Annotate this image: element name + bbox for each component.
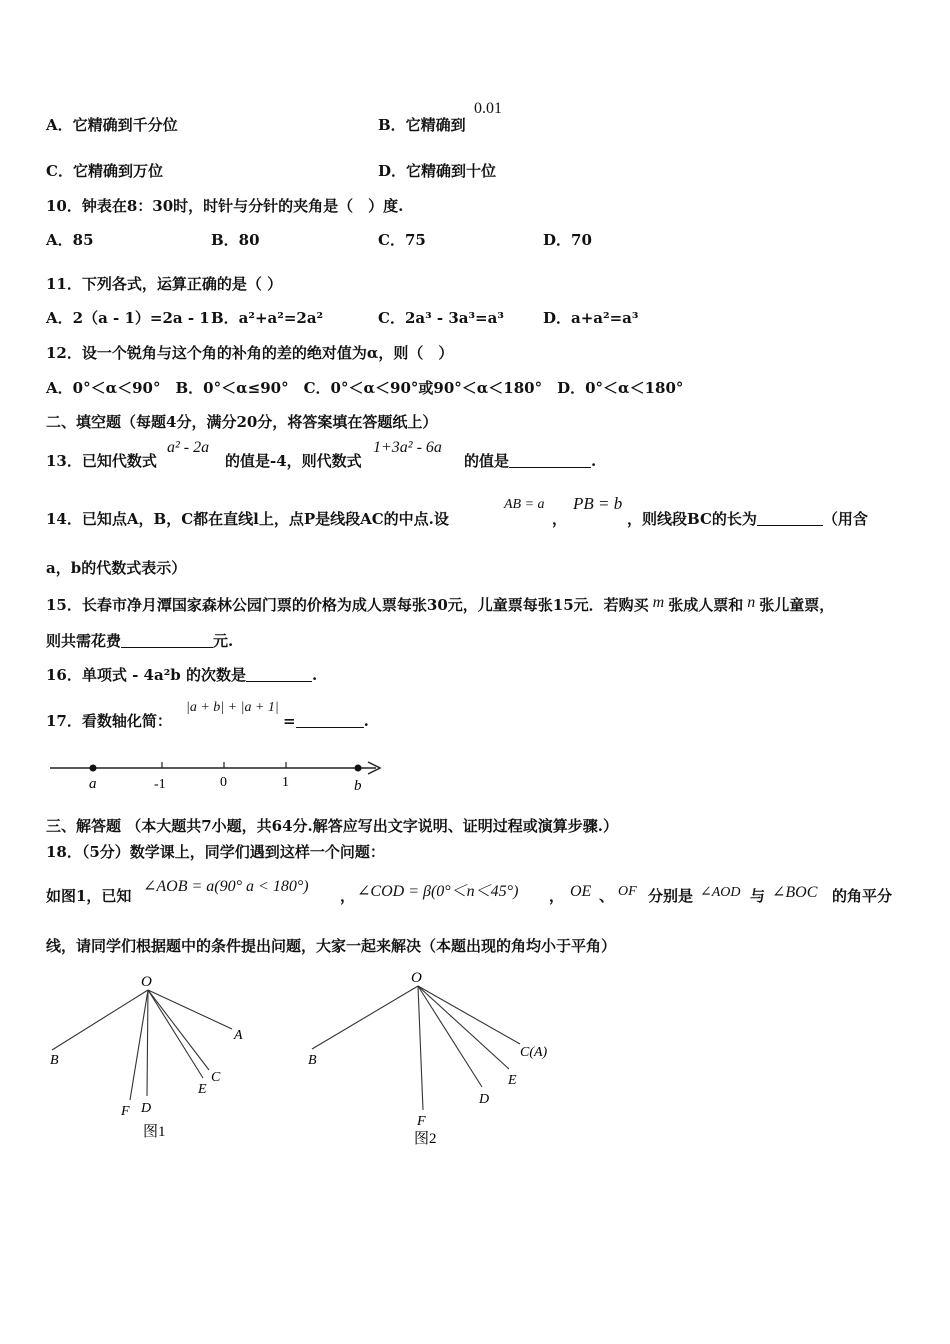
q12-stem: 12．设一个锐角与这个角的补角的差的绝对值为α，则（ ） [46, 344, 454, 362]
q11-stem: 11．下列各式，运算正确的是（ ） [46, 275, 283, 293]
q9-option-d: D．它精确到十位 [378, 162, 497, 180]
q18-expr-2: ∠COD = β(0°＜n＜45°) [357, 883, 519, 900]
fig2-label-ca: C(A) [520, 1045, 548, 1060]
q15-var-n: n [747, 594, 756, 611]
q15-text-2: 张成人票和 [668, 596, 744, 614]
q13-text-2: 的值是-4，则代数式 [225, 452, 362, 470]
q14-line-2: a，b的代数式表示） [46, 559, 187, 577]
ray-oc [148, 990, 209, 1070]
q13-answer-blank[interactable] [509, 452, 591, 468]
q18-text-1: 如图1，已知 [46, 887, 132, 905]
label-1: 1 [282, 775, 289, 790]
q15-answer-blank[interactable] [121, 632, 213, 648]
q10-option-b: B．80 [211, 231, 260, 249]
q13-expr-2: 1+3a² - 6a [373, 439, 442, 456]
point-a [90, 765, 97, 772]
q9-option-b-text: B．它精确到 [378, 116, 466, 134]
q15-var-m: m [652, 594, 665, 611]
q18-sep-1: ， [340, 887, 356, 905]
q11-option-a: A．2（a - 1）=2a - 1 [46, 309, 210, 327]
q18-angle-aod: ∠AOD [700, 885, 741, 900]
q14-comma: ， [552, 510, 568, 528]
q18-yu: 与 [750, 887, 766, 905]
label-0: 0 [220, 775, 227, 790]
q9-option-a: A．它精确到千分位 [46, 116, 178, 134]
q18-of: OF [618, 884, 637, 899]
label-a: a [89, 776, 97, 792]
ray-ob [52, 990, 148, 1050]
ray-of [130, 990, 148, 1100]
q11-option-d: D．a+a²=a³ [543, 309, 639, 327]
q17-expr: |a + b| + |a + 1| [186, 700, 279, 715]
q14-expr-2: PB = b [573, 494, 623, 513]
q9-option-b-value: 0.01 [474, 100, 502, 117]
q14-text-2-label: ，则线段BC的长为 [627, 510, 757, 528]
q17-end: . [363, 712, 369, 730]
q14-answer-blank[interactable] [757, 510, 823, 526]
q15-line-2 [46, 631, 233, 651]
q18-expr-1: ∠AOB = a(90° a < 180°) [143, 878, 309, 895]
label-b: b [354, 778, 362, 794]
q17-answer [283, 711, 369, 731]
fig1-label-b: B [50, 1053, 59, 1068]
q9-option-c: C．它精确到万位 [46, 162, 163, 180]
figure-1 [46, 972, 276, 1142]
q15-text-1 [46, 593, 834, 615]
q18-angle-boc: ∠BOC [772, 884, 818, 901]
label-minus-1: -1 [154, 777, 166, 792]
q16-end: . [311, 666, 318, 684]
fig1-label-f: F [121, 1104, 130, 1119]
q9-option-b [378, 115, 466, 135]
q11-option-b: B．a²+a²=2a² [211, 309, 324, 327]
q13-text-3 [464, 451, 596, 471]
q18-text-2: 分别是 [648, 887, 694, 905]
q10-option-c: C．75 [378, 231, 426, 249]
ray-oe-2 [418, 986, 509, 1069]
q13-end: . [591, 452, 597, 470]
q16-text [46, 665, 317, 685]
figure-2 [304, 966, 564, 1146]
ray-od [147, 990, 148, 1096]
fig1-label-c: C [211, 1070, 221, 1085]
q13-text-3-label: 的值是 [464, 452, 510, 470]
q18-dun: 、 [599, 887, 615, 905]
q18-stem: 18．（5分）数学课上，同学们遇到这样一个问题： [46, 843, 385, 861]
q16-text-label: 16．单项式 - 4a²b 的次数是 [46, 666, 246, 684]
q13-text-1: 13．已知代数式 [46, 452, 157, 470]
section-3-heading: 三、解答题 （本大题共7小题，共64分.解答应写出文字说明、证明过程或演算步骤.） [46, 817, 618, 835]
q18-oe: OE [570, 883, 592, 900]
fig2-label-d: D [479, 1092, 490, 1107]
q10-stem: 10．钟表在8：30时，时针与分针的夹角是（ ）度. [46, 197, 404, 215]
q18-line-2: 线，请同学们根据题中的条件提出问题，大家一起来解决（本题出现的角均小于平角） [46, 937, 617, 955]
q18-text-3: 的角平分 [832, 887, 893, 905]
q12-options: A．0°＜α＜90° B．0°＜α≤90° C．0°＜α＜90°或90°＜α＜180° D．0°＜α＜180° [46, 379, 684, 397]
q11-option-c: C．2a³ - 3a³=a³ [378, 309, 504, 327]
fig2-label-b: B [308, 1053, 317, 1068]
point-b [355, 765, 362, 772]
q16-answer-blank[interactable] [246, 666, 312, 682]
fig2-caption: 图2 [414, 1131, 437, 1147]
q14-text-1: 14．已知点A，B，C都在直线l上，点P是线段AC的中点.设 [46, 510, 449, 528]
ray-oca [418, 986, 520, 1044]
q14-text-3: （用含 [822, 510, 868, 528]
q18-sep-2: ， [549, 887, 565, 905]
q15-line-2a: 则共需花费 [46, 632, 122, 650]
fig2-label-f: F [417, 1114, 426, 1129]
number-line [46, 752, 406, 802]
fig1-label-d: D [141, 1101, 152, 1116]
q14-text-2 [627, 509, 868, 529]
fig2-label-o: O [411, 970, 422, 986]
fig2-label-e: E [508, 1073, 517, 1088]
section-2-heading: 二、填空题（每题4分，满分20分，将答案填在答题纸上） [46, 413, 438, 431]
q14-expr-1: AB = a [504, 497, 545, 512]
q10-option-a: A．85 [46, 231, 94, 249]
q13-expr-1: a² - 2a [167, 439, 210, 456]
fig1-label-e: E [198, 1082, 207, 1097]
q17-answer-blank[interactable] [296, 712, 364, 728]
q17-eq: = [283, 712, 296, 730]
q15-line-2b: 元. [213, 632, 234, 650]
q17-text: 17．看数轴化简： [46, 712, 172, 730]
fig1-caption: 图1 [143, 1124, 166, 1140]
ray-of-2 [418, 986, 423, 1110]
fig1-label-o: O [141, 974, 152, 990]
ray-ob-2 [312, 986, 418, 1049]
q10-option-d: D．70 [543, 231, 592, 249]
q15-text-1-label: 15．长春市净月潭国家森林公园门票的价格为成人票每张30元，儿童票每张15元．若购买 [46, 596, 649, 614]
fig1-label-a: A [234, 1028, 243, 1043]
ray-od-2 [418, 986, 482, 1087]
q15-text-3: 张儿童票， [759, 596, 835, 614]
